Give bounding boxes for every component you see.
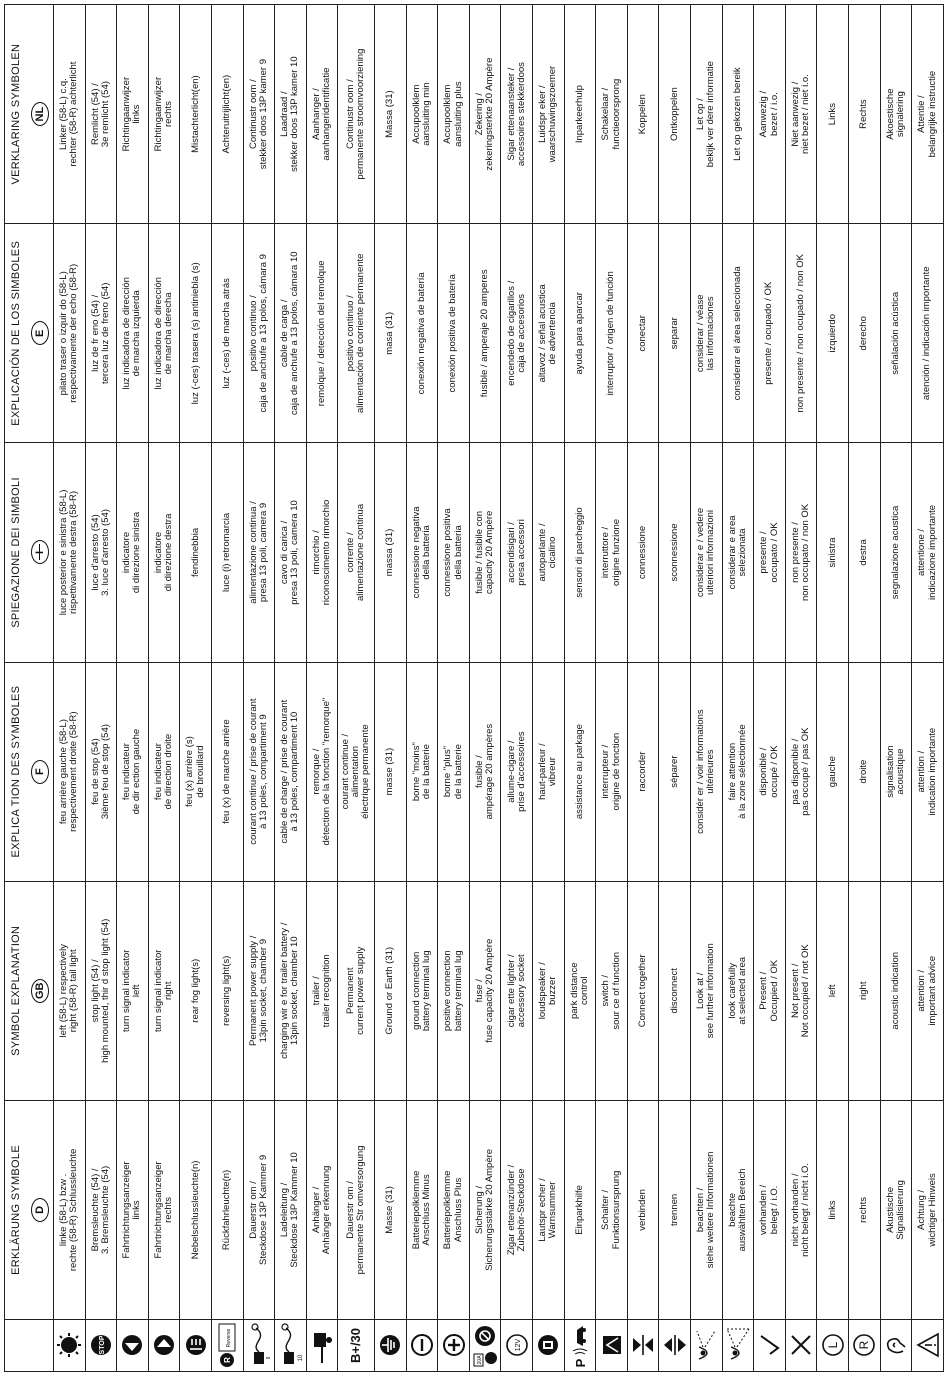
description-cell-de: Schalter / Funktionsursprung	[596, 1100, 628, 1319]
symbol-cell	[117, 1320, 149, 1372]
description-cell-f: gauche	[817, 662, 849, 881]
description-cell-nl: Accupoolklem aansluiting plus	[438, 5, 470, 224]
flag-cell-e	[27, 224, 54, 443]
description-cell-i: sensori di parcheggio	[564, 443, 596, 662]
description-cell-gb: fuse / fuse capacity 20 Ampère	[469, 881, 501, 1100]
table-row	[564, 5, 596, 1372]
cross-icon	[788, 1321, 814, 1370]
symbol-cell	[338, 1320, 375, 1372]
description-cell-i: luce (i) retromarcia	[211, 443, 243, 662]
symbol-cell	[85, 1320, 117, 1372]
description-cell-e: altavoz / señal acustica de advertencia	[533, 224, 565, 443]
turn-right-icon	[151, 1321, 177, 1370]
description-cell-i: connessione positiva della batteria	[438, 443, 470, 662]
symbol-cell	[469, 1320, 501, 1372]
flag-badge-gb: GB	[31, 979, 49, 1003]
description-cell-nl: Aanwezig / bezet / i.o.	[754, 5, 786, 224]
description-cell-i: indicatore di direzione destra	[148, 443, 180, 662]
stop-light-icon	[88, 1321, 114, 1370]
description-cell-de: vorhanden / belegt / i.O.	[754, 1100, 786, 1319]
description-cell-e: luz (-ces) de marcha atrás	[211, 224, 243, 443]
header-title-nl: VERKLARING SYMBOLEN	[5, 5, 28, 224]
description-cell-i: corrente / alimentazione continua	[338, 443, 375, 662]
header-title-gb: SYMBOL EXPLANATION	[5, 881, 28, 1100]
description-cell-i: presente / occupato / OK	[754, 443, 786, 662]
table-row	[754, 5, 786, 1372]
description-cell-i: sconnessione	[659, 443, 691, 662]
table-row	[880, 5, 912, 1372]
svg-text:R: R	[223, 1357, 233, 1364]
description-cell-f: masse (31)	[375, 662, 407, 881]
flag-cell-gb	[27, 881, 54, 1100]
description-cell-nl: Links	[817, 5, 849, 224]
description-cell-nl: Massa (31)	[375, 5, 407, 224]
description-cell-e: pilato traser o izquir do (58-L) respectivamente der echo (58-R)	[54, 224, 86, 443]
description-cell-e: remolque / detección del remolque	[306, 224, 338, 443]
socket-label: 12V	[514, 1339, 522, 1352]
description-cell-de: beachte auswählten Bereich	[722, 1100, 754, 1319]
description-cell-e: luz indicadora de dirección de marcha derecha	[148, 224, 180, 443]
description-cell-e: fusible / amperaje 20 amperes	[469, 224, 501, 443]
description-cell-f: pas disponible / pas occupé / pas OK	[785, 662, 817, 881]
symbol-cell	[691, 1320, 723, 1372]
description-cell-gb: right	[849, 881, 881, 1100]
description-cell-nl: Schakelaar / functieoorsprong	[596, 5, 628, 224]
description-cell-gb: turn signal indicator left	[117, 881, 149, 1100]
svg-text:L: L	[825, 1342, 840, 1349]
description-cell-nl: Aanhanger / aanhangeridentificatie	[306, 5, 338, 224]
description-cell-gb: left	[817, 881, 849, 1100]
description-cell-e: cable de carga / caja de anchufe a 13 polos, cámara 10	[275, 224, 307, 443]
header-row	[5, 5, 28, 1372]
description-cell-f: feu (x) de marche arrière	[211, 662, 243, 881]
description-cell-gb: Permanent power supply / 13pin socket, chamber 9	[243, 881, 275, 1100]
description-cell-f: séparer	[659, 662, 691, 881]
description-cell-f: faire attention à la zone sélectionnée	[722, 662, 754, 881]
description-cell-f: allume-cigare / prise d'accessoires	[501, 662, 533, 881]
svg-text:R: R	[857, 1341, 872, 1350]
flag-cell-i	[27, 443, 54, 662]
battery-minus-icon	[409, 1321, 435, 1370]
table-row	[54, 5, 86, 1372]
description-cell-i: destra	[849, 443, 881, 662]
symbol-cell	[533, 1320, 565, 1372]
fuse-label: 20A	[477, 1356, 484, 1365]
table-row	[817, 5, 849, 1372]
battery-plus-icon	[441, 1321, 467, 1370]
description-cell-gb: left (58-L) respectively right (58-R) tail light	[54, 881, 86, 1100]
description-cell-i: indicatore di direzione sinistra	[117, 443, 149, 662]
symbol-cell	[148, 1320, 180, 1372]
symbol-legend-table	[4, 4, 944, 1372]
svg-text:9: 9	[265, 1357, 272, 1360]
description-cell-gb: disconnect	[659, 881, 691, 1100]
description-cell-de: Sicherung / Sicherungsstärke 20 Ampère	[469, 1100, 501, 1319]
flag-badge-nl: NL	[31, 102, 49, 126]
svg-text:10: 10	[298, 1355, 305, 1362]
description-cell-gb: cigar ette lighter / accessory socket	[501, 881, 533, 1100]
reverse-label: Reverse	[226, 1329, 233, 1348]
table-row	[849, 5, 881, 1372]
description-cell-i: massa (31)	[375, 443, 407, 662]
b30-label: B+/30	[348, 1327, 364, 1364]
description-cell-nl: Accupoolklem aansluiting min	[406, 5, 438, 224]
description-cell-f: remorque / détection de la fonction "remorque"	[306, 662, 338, 881]
description-cell-de: links	[817, 1100, 849, 1319]
description-cell-i: alimentazione continua / presa 13 poli, camera 9	[243, 443, 275, 662]
flag-cell-f	[27, 662, 54, 881]
header-title-de: ERKLÄRUNG SYMBOLE	[5, 1100, 28, 1319]
description-cell-f: feu arrière gauche (58-L) respectivement droite (58-R)	[54, 662, 86, 881]
turn-left-icon	[119, 1321, 145, 1370]
description-cell-nl: Ontkoppelen	[659, 5, 691, 224]
description-cell-e: atención / indicación importante	[912, 224, 944, 443]
description-cell-i: interruttore / origine funzione	[596, 443, 628, 662]
symbol-cell	[501, 1320, 533, 1372]
description-cell-gb: trailer / trailer recognition	[306, 881, 338, 1100]
description-cell-i: segnalazione acustica	[880, 443, 912, 662]
table-row	[117, 5, 149, 1372]
description-cell-gb: Not present / Not occupied / not OK	[785, 881, 817, 1100]
symbol-cell	[817, 1320, 849, 1372]
description-cell-gb: positive connection battery terminal lug	[438, 881, 470, 1100]
table-row	[243, 5, 275, 1372]
flag-badge-e: E	[31, 321, 49, 345]
description-cell-i: considerar e / vedere ulteriori informazioni	[691, 443, 723, 662]
description-cell-e: masa (31)	[375, 224, 407, 443]
table-row	[375, 5, 407, 1372]
symbol-cell	[180, 1320, 212, 1372]
table-row	[627, 5, 659, 1372]
ground-icon	[377, 1321, 403, 1370]
description-cell-nl: Attentie / belangrijke instructie	[912, 5, 944, 224]
symbol-cell	[722, 1320, 754, 1372]
table-row	[691, 5, 723, 1372]
symbol-cell	[785, 1320, 817, 1372]
symbol-cell	[211, 1320, 243, 1372]
right-icon	[851, 1321, 877, 1370]
symbol-cell	[438, 1320, 470, 1372]
description-cell-gb: park distance control	[564, 881, 596, 1100]
park-label: P	[572, 1358, 588, 1368]
table-row	[722, 5, 754, 1372]
flag-cell-de	[27, 1100, 54, 1319]
header-title-i: SPIEGAZIONE DEI SIMBOLI	[5, 443, 28, 662]
loudspeaker-icon	[535, 1321, 561, 1370]
description-cell-e: conexión positiva de batería	[438, 224, 470, 443]
cigar-lighter-icon	[504, 1321, 530, 1370]
description-cell-nl: Remlicht (54) / 3e remlicht (54)	[85, 5, 117, 224]
description-cell-nl: Luidspr eker / waarschuwingszoemer	[533, 5, 565, 224]
description-cell-de: Fahrtrichtungsanzeiger rechts	[148, 1100, 180, 1319]
description-cell-gb: attention / important advice	[912, 881, 944, 1100]
disconnect-icon	[662, 1321, 688, 1370]
table-row	[438, 5, 470, 1372]
rear-fog-light-icon	[183, 1321, 209, 1370]
description-cell-i: considerar e area selezionata	[722, 443, 754, 662]
charging-wire-icon	[277, 1321, 303, 1370]
description-cell-de: Lautspr echer / Warnsummer	[533, 1100, 565, 1319]
description-cell-f: considér er / voir informations ultérieures	[691, 662, 723, 881]
description-cell-de: trennen	[659, 1100, 691, 1319]
description-cell-f: borne "moins" de la batterie	[406, 662, 438, 881]
description-cell-de: verbinden	[627, 1100, 659, 1319]
description-cell-gb: Permanent current power supply	[338, 881, 375, 1100]
description-cell-nl: Richtingaanwijzer links	[117, 5, 149, 224]
description-cell-gb: switch / sour ce of function	[596, 881, 628, 1100]
flag-cell-nl	[27, 5, 54, 224]
description-cell-de: Ladeleitung / Steckdose 13P Kammer 10	[275, 1100, 307, 1319]
symbol-cell	[564, 1320, 596, 1372]
description-cell-nl: Sigar ettenaansteker / accessoires stekkerdoos	[501, 5, 533, 224]
description-cell-nl: Continustr oom / permanente stroomvoorziening	[338, 5, 375, 224]
description-cell-e: derecho	[849, 224, 881, 443]
description-cell-gb: stop light (54) / high mounted, thir d stop light (54)	[85, 881, 117, 1100]
table-row	[148, 5, 180, 1372]
description-cell-de: Bremsleuchte (54) / 3. Bremsleuchte (54)	[85, 1100, 117, 1319]
description-cell-e: positivo continuo / alimentación de corriente permanente	[338, 224, 375, 443]
description-cell-de: linke (58-L) bzw . rechte (58-R) Schlussleuchte	[54, 1100, 86, 1319]
symbol-cell	[880, 1320, 912, 1372]
description-cell-f: feu (x) arrière (s) de brouillard	[180, 662, 212, 881]
left-icon	[820, 1321, 846, 1370]
description-cell-i: sinistra	[817, 443, 849, 662]
description-cell-gb: charging wir e for trailer battery / 13pin socket, chamber 10	[275, 881, 307, 1100]
description-cell-nl: Koppelen	[627, 5, 659, 224]
tail-light-icon	[56, 1321, 82, 1370]
description-cell-de: Rückfahrleuchte(n)	[211, 1100, 243, 1319]
description-cell-i: fusible / fusibile con capacity 20 Ampère	[469, 443, 501, 662]
description-cell-gb: Connect together	[627, 881, 659, 1100]
look-icon	[693, 1321, 719, 1370]
table-row	[469, 5, 501, 1372]
description-cell-e: interruptor / origen de función	[596, 224, 628, 443]
symbol-cell	[627, 1320, 659, 1372]
header-title-e: EXPLICACIÓN DE LOS SIMBOLES	[5, 224, 28, 443]
description-cell-i: connessione	[627, 443, 659, 662]
description-cell-e: non presente / non ocupado / non OK	[785, 224, 817, 443]
description-cell-e: considerar el área seleccionada	[722, 224, 754, 443]
table-row	[596, 5, 628, 1372]
warning-icon	[915, 1321, 941, 1370]
description-cell-i: non presente / non occupato / non OK	[785, 443, 817, 662]
description-cell-nl: Let op / bekijk ver dere informatie	[691, 5, 723, 224]
table-row	[912, 5, 944, 1372]
description-cell-f: droite	[849, 662, 881, 881]
description-cell-nl: Niet aanwezig / niet bezet / niet i.o.	[785, 5, 817, 224]
description-cell-de: Akustische Signalisierung	[880, 1100, 912, 1319]
description-cell-f: courant continue / alimentation électrique permanente	[338, 662, 375, 881]
description-cell-e: señalación acústica	[880, 224, 912, 443]
table-row	[306, 5, 338, 1372]
description-cell-de: Anhänger / Anhänger erkennung	[306, 1100, 338, 1319]
description-cell-gb: ground connection battery terminal lug	[406, 881, 438, 1100]
description-cell-i: fendinebbia	[180, 443, 212, 662]
description-cell-e: luz (-ces) trasera (s) antiniebla (s)	[180, 224, 212, 443]
description-cell-e: ayuda para aparcar	[564, 224, 596, 443]
description-cell-f: signalisation acoustique	[880, 662, 912, 881]
description-cell-i: attentione / indicazione importante	[912, 443, 944, 662]
table-row	[85, 5, 117, 1372]
symbol-cell	[306, 1320, 338, 1372]
look-area-icon	[725, 1321, 751, 1370]
description-cell-gb: Ground or Earth (31)	[375, 881, 407, 1100]
description-cell-nl: Linker (58-L) c.q. rechter (58-R) achterlicht	[54, 5, 86, 224]
description-cell-f: feu indicateur de direction droite	[148, 662, 180, 881]
description-cell-nl: Richtingaanwijzer rechts	[148, 5, 180, 224]
description-cell-gb: loudspeaker / buzzer	[533, 881, 565, 1100]
description-cell-e: luz de fr eno (54) / tercera luz de freno (54)	[85, 224, 117, 443]
symbol-cell	[243, 1320, 275, 1372]
description-cell-nl: Akoestische signalering	[880, 5, 912, 224]
description-cell-de: Fahrtrichtungsanzeiger links	[117, 1100, 149, 1319]
description-cell-i: luce posterior e sinistra (58-L) rispettivamente destra (58-R)	[54, 443, 86, 662]
flag-badge-i: I	[31, 540, 49, 564]
description-cell-gb: look carefully at selected area	[722, 881, 754, 1100]
description-cell-de: Achtung / wichtiger Hinweis	[912, 1100, 944, 1319]
description-cell-e: encendedo de cigarillos / caja de accesorios	[501, 224, 533, 443]
description-cell-nl: Inparkeerhulp	[564, 5, 596, 224]
description-cell-de: Nebelschlussleuchte(n)	[180, 1100, 212, 1319]
description-cell-e: considerar / véase las informaciones	[691, 224, 723, 443]
description-cell-de: Dauerstr om / Steckdose 13P Kammer 9	[243, 1100, 275, 1319]
trailer-icon	[309, 1321, 335, 1370]
reversing-light-icon	[214, 1321, 240, 1370]
table-row	[659, 5, 691, 1372]
description-cell-nl: Laadraad / stekker doos 13P kamer 10	[275, 5, 307, 224]
description-cell-f: courant continue / prise de courant à 13 poles, compartiment 9	[243, 662, 275, 881]
symbol-cell	[912, 1320, 944, 1372]
description-cell-i: rimorchio / riconoscimento rimorchio	[306, 443, 338, 662]
description-cell-de: Masse (31)	[375, 1100, 407, 1319]
description-cell-nl: Let op gekozen bereik	[722, 5, 754, 224]
description-cell-f: feu indicateur de dir ection gauche	[117, 662, 149, 881]
header-title-f: EXPLICA TION DES SYMBOLES	[5, 662, 28, 881]
symbol-cell	[406, 1320, 438, 1372]
description-cell-de: Batteriepolklemme Anschluss Minus	[406, 1100, 438, 1319]
description-cell-f: disponible / occupé / OK	[754, 662, 786, 881]
description-cell-de: Zigar ettenanzünder / Zubehör-Steckdose	[501, 1100, 533, 1319]
description-cell-e: presente / ocupado / OK	[754, 224, 786, 443]
description-cell-f: fusible / ampérage 20 ampères	[469, 662, 501, 881]
description-cell-e: positivo continuo / caja de anchufe a 13 polos, cámara 9	[243, 224, 275, 443]
description-cell-gb: acoustic indication	[880, 881, 912, 1100]
description-cell-nl: Achteruitrijlicht(en)	[211, 5, 243, 224]
description-cell-nl: Zekering / zekeringsterkte 20 Ampère	[469, 5, 501, 224]
park-assist-icon	[567, 1321, 593, 1370]
description-cell-de: beachten / siehe weitere Informationen	[691, 1100, 723, 1319]
description-cell-e: luz indicadora de dirección de marcha izquierda	[117, 224, 149, 443]
description-cell-f: cable de charge / prise de courant à 13 poles, compartiment 10	[275, 662, 307, 881]
table-row	[275, 5, 307, 1372]
symbol-cell	[659, 1320, 691, 1372]
table-row	[406, 5, 438, 1372]
description-cell-f: raccorder	[627, 662, 659, 881]
table-row	[785, 5, 817, 1372]
table-row	[533, 5, 565, 1372]
description-cell-e: conexión negativa de batería	[406, 224, 438, 443]
description-cell-gb: turn signal indicator right	[148, 881, 180, 1100]
description-cell-i: luce d'arresto (54) 3. luce d'arresto (54)	[85, 443, 117, 662]
description-cell-de: Einparkhilfe	[564, 1100, 596, 1319]
description-cell-de: rechts	[849, 1100, 881, 1319]
table-row	[501, 5, 533, 1372]
flag-row	[27, 5, 54, 1372]
description-cell-nl: Mistachterlicht(en)	[180, 5, 212, 224]
description-cell-gb: rear fog light(s)	[180, 881, 212, 1100]
description-cell-e: conectar	[627, 224, 659, 443]
description-cell-gb: Present / Occupied / OK	[754, 881, 786, 1100]
acoustic-icon	[883, 1321, 909, 1370]
description-cell-f: interrupteur / origine de fonction	[596, 662, 628, 881]
symbol-cell	[754, 1320, 786, 1372]
connect-icon	[630, 1321, 656, 1370]
description-cell-i: accendisigari / presa accessori	[501, 443, 533, 662]
description-cell-nl: Rechts	[849, 5, 881, 224]
description-cell-de: nicht vorhanden / nicht belegt / nicht i.O.	[785, 1100, 817, 1319]
symbol-cell	[375, 1320, 407, 1372]
description-cell-f: feu de stop (54) 3ième feu de stop (54)	[85, 662, 117, 881]
table-row	[211, 5, 243, 1372]
description-cell-e: izquierdo	[817, 224, 849, 443]
symbol-cell	[596, 1320, 628, 1372]
stop-label: STOP	[98, 1336, 106, 1355]
description-cell-e: separar	[659, 224, 691, 443]
permanent-supply-icon	[246, 1321, 272, 1370]
table-row	[338, 5, 375, 1372]
description-cell-f: assistance au parkage	[564, 662, 596, 881]
description-cell-gb: Look at / see further information	[691, 881, 723, 1100]
description-cell-de: Dauerstr om / permanente Str omversorgung	[338, 1100, 375, 1319]
fuse-icon	[472, 1321, 498, 1370]
switch-icon	[599, 1321, 625, 1370]
symbol-cell	[849, 1320, 881, 1372]
description-cell-gb: reversing light(s)	[211, 881, 243, 1100]
description-cell-i: cavo di carica / presa 13 poli, camera 10	[275, 443, 307, 662]
description-cell-i: connessione negativa della batteria	[406, 443, 438, 662]
description-cell-i: autoparlante / cicalino	[533, 443, 565, 662]
symbol-cell	[275, 1320, 307, 1372]
symbol-column-header	[5, 1320, 54, 1372]
flag-badge-de: D	[31, 1198, 49, 1222]
symbol-cell	[54, 1320, 86, 1372]
description-cell-f: borne "plus" de la batterie	[438, 662, 470, 881]
description-cell-f: attention / indication importante	[912, 662, 944, 881]
flag-badge-f: F	[31, 760, 49, 784]
description-cell-nl: Continustr oom / stekker doos 13P kamer 9	[243, 5, 275, 224]
description-cell-de: Batteriepolklemme Anschluss Plus	[438, 1100, 470, 1319]
legend-body	[54, 5, 944, 1372]
check-icon	[757, 1321, 783, 1370]
description-cell-f: haut-parleur / vibreur	[533, 662, 565, 881]
table-row	[180, 5, 212, 1372]
